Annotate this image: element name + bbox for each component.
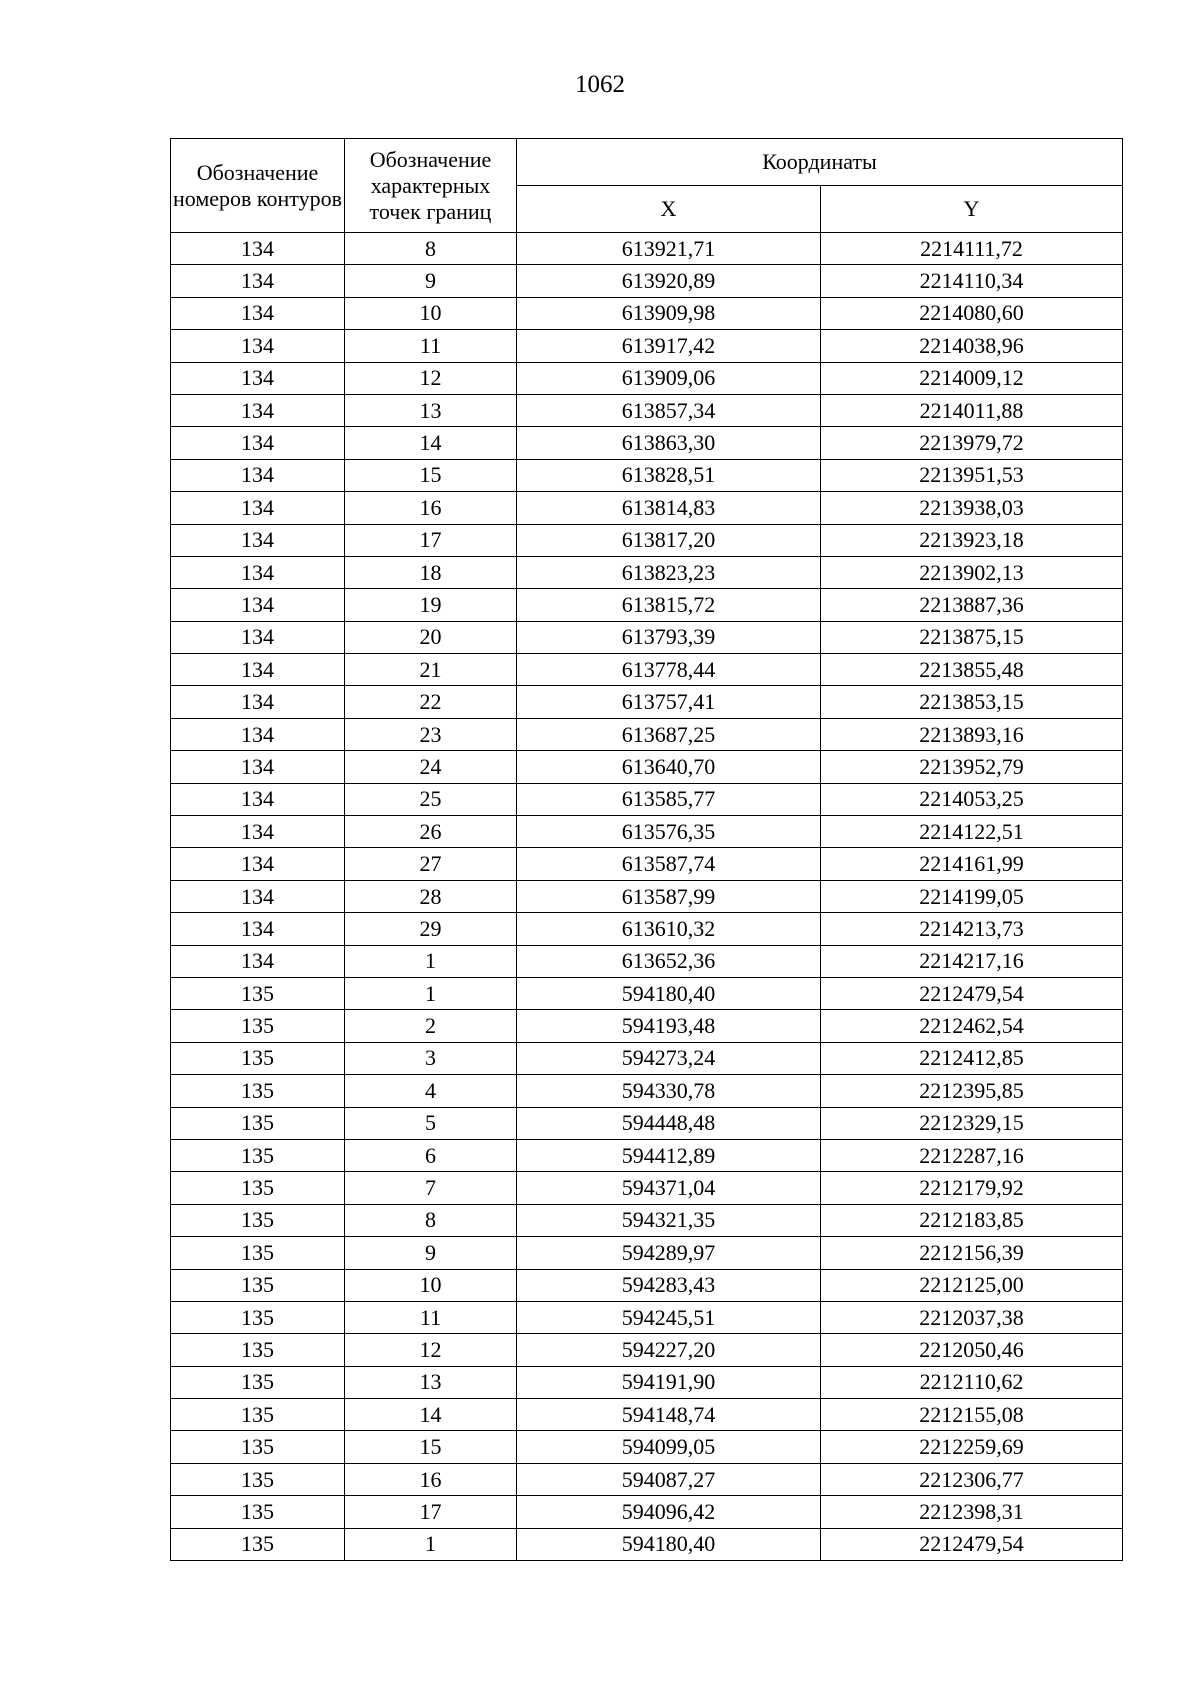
cell-point-number: 17 xyxy=(345,1496,517,1528)
cell-x: 613909,98 xyxy=(517,297,821,329)
header-coordinates: Координаты xyxy=(517,139,1123,186)
cell-contour-number: 134 xyxy=(171,362,345,394)
table-row xyxy=(171,621,1123,653)
cell-y: 2213875,15 xyxy=(821,621,1123,653)
cell-contour-number: 134 xyxy=(171,556,345,588)
cell-contour-number: 135 xyxy=(171,1463,345,1495)
table-row xyxy=(171,913,1123,945)
cell-y: 2214161,99 xyxy=(821,848,1123,880)
cell-y: 2212329,15 xyxy=(821,1107,1123,1139)
cell-x: 613823,23 xyxy=(517,556,821,588)
cell-contour-number: 134 xyxy=(171,394,345,426)
cell-point-number: 14 xyxy=(345,1399,517,1431)
cell-contour-number: 135 xyxy=(171,1431,345,1463)
cell-point-number: 17 xyxy=(345,524,517,556)
cell-contour-number: 134 xyxy=(171,913,345,945)
cell-contour-number: 134 xyxy=(171,783,345,815)
cell-y: 2212125,00 xyxy=(821,1269,1123,1301)
cell-point-number: 6 xyxy=(345,1139,517,1171)
cell-x: 594412,89 xyxy=(517,1139,821,1171)
table-row xyxy=(171,1107,1123,1139)
table-row xyxy=(171,330,1123,362)
cell-contour-number: 134 xyxy=(171,524,345,556)
cell-y: 2213893,16 xyxy=(821,718,1123,750)
cell-y: 2212287,16 xyxy=(821,1139,1123,1171)
cell-point-number: 1 xyxy=(345,1528,517,1560)
cell-x: 594283,43 xyxy=(517,1269,821,1301)
cell-point-number: 25 xyxy=(345,783,517,815)
cell-y: 2214199,05 xyxy=(821,880,1123,912)
cell-x: 613815,72 xyxy=(517,589,821,621)
cell-contour-number: 134 xyxy=(171,880,345,912)
cell-point-number: 19 xyxy=(345,589,517,621)
cell-y: 2213951,53 xyxy=(821,459,1123,491)
cell-x: 613652,36 xyxy=(517,945,821,977)
cell-x: 594096,42 xyxy=(517,1496,821,1528)
cell-contour-number: 135 xyxy=(171,1204,345,1236)
cell-x: 613793,39 xyxy=(517,621,821,653)
table-row xyxy=(171,718,1123,750)
cell-contour-number: 134 xyxy=(171,589,345,621)
cell-point-number: 5 xyxy=(345,1107,517,1139)
cell-contour-number: 135 xyxy=(171,1301,345,1333)
table-row xyxy=(171,427,1123,459)
cell-contour-number: 135 xyxy=(171,1528,345,1560)
cell-point-number: 16 xyxy=(345,492,517,524)
cell-contour-number: 134 xyxy=(171,686,345,718)
cell-y: 2212395,85 xyxy=(821,1075,1123,1107)
cell-point-number: 8 xyxy=(345,1204,517,1236)
cell-y: 2212306,77 xyxy=(821,1463,1123,1495)
cell-y: 2212155,08 xyxy=(821,1399,1123,1431)
cell-point-number: 18 xyxy=(345,556,517,588)
cell-point-number: 4 xyxy=(345,1075,517,1107)
cell-x: 594227,20 xyxy=(517,1334,821,1366)
table-row xyxy=(171,1075,1123,1107)
table-row xyxy=(171,816,1123,848)
cell-x: 594180,40 xyxy=(517,1528,821,1560)
table-row xyxy=(171,880,1123,912)
table-row xyxy=(171,492,1123,524)
table-row xyxy=(171,977,1123,1009)
cell-y: 2214011,88 xyxy=(821,394,1123,426)
cell-contour-number: 134 xyxy=(171,816,345,848)
cell-point-number: 24 xyxy=(345,751,517,783)
cell-x: 613863,30 xyxy=(517,427,821,459)
table-row xyxy=(171,1399,1123,1431)
cell-contour-number: 135 xyxy=(171,1172,345,1204)
cell-point-number: 15 xyxy=(345,459,517,491)
cell-x: 594321,35 xyxy=(517,1204,821,1236)
cell-y: 2214080,60 xyxy=(821,297,1123,329)
cell-x: 594371,04 xyxy=(517,1172,821,1204)
cell-point-number: 28 xyxy=(345,880,517,912)
cell-y: 2212479,54 xyxy=(821,1528,1123,1560)
cell-x: 613909,06 xyxy=(517,362,821,394)
cell-y: 2212037,38 xyxy=(821,1301,1123,1333)
cell-y: 2212156,39 xyxy=(821,1237,1123,1269)
table-row xyxy=(171,654,1123,686)
cell-point-number: 3 xyxy=(345,1042,517,1074)
header-point-number: Обозначение характерных точек границ xyxy=(345,139,517,233)
cell-y: 2213855,48 xyxy=(821,654,1123,686)
cell-y: 2214217,16 xyxy=(821,945,1123,977)
cell-y: 2214122,51 xyxy=(821,816,1123,848)
cell-y: 2213887,36 xyxy=(821,589,1123,621)
cell-point-number: 26 xyxy=(345,816,517,848)
cell-x: 613778,44 xyxy=(517,654,821,686)
cell-y: 2213853,15 xyxy=(821,686,1123,718)
cell-y: 2213938,03 xyxy=(821,492,1123,524)
table-row xyxy=(171,233,1123,265)
table-row xyxy=(171,265,1123,297)
table-row xyxy=(171,524,1123,556)
cell-y: 2212183,85 xyxy=(821,1204,1123,1236)
cell-x: 594448,48 xyxy=(517,1107,821,1139)
cell-y: 2212398,31 xyxy=(821,1496,1123,1528)
cell-x: 594180,40 xyxy=(517,977,821,1009)
cell-point-number: 29 xyxy=(345,913,517,945)
cell-point-number: 15 xyxy=(345,1431,517,1463)
cell-x: 613817,20 xyxy=(517,524,821,556)
table-row xyxy=(171,589,1123,621)
cell-point-number: 21 xyxy=(345,654,517,686)
cell-point-number: 10 xyxy=(345,1269,517,1301)
cell-x: 613576,35 xyxy=(517,816,821,848)
cell-x: 613610,32 xyxy=(517,913,821,945)
cell-point-number: 9 xyxy=(345,1237,517,1269)
cell-contour-number: 135 xyxy=(171,1042,345,1074)
cell-x: 594330,78 xyxy=(517,1075,821,1107)
cell-point-number: 9 xyxy=(345,265,517,297)
cell-point-number: 20 xyxy=(345,621,517,653)
cell-contour-number: 134 xyxy=(171,751,345,783)
cell-x: 613828,51 xyxy=(517,459,821,491)
cell-x: 594289,97 xyxy=(517,1237,821,1269)
cell-contour-number: 135 xyxy=(171,1075,345,1107)
cell-y: 2212259,69 xyxy=(821,1431,1123,1463)
cell-y: 2214038,96 xyxy=(821,330,1123,362)
cell-contour-number: 135 xyxy=(171,1399,345,1431)
table-row xyxy=(171,1301,1123,1333)
cell-contour-number: 134 xyxy=(171,654,345,686)
cell-x: 613687,25 xyxy=(517,718,821,750)
table-row xyxy=(171,556,1123,588)
cell-contour-number: 134 xyxy=(171,330,345,362)
cell-y: 2212412,85 xyxy=(821,1042,1123,1074)
table-row xyxy=(171,297,1123,329)
cell-x: 613814,83 xyxy=(517,492,821,524)
cell-contour-number: 134 xyxy=(171,945,345,977)
cell-x: 594273,24 xyxy=(517,1042,821,1074)
cell-contour-number: 134 xyxy=(171,427,345,459)
cell-x: 613917,42 xyxy=(517,330,821,362)
cell-contour-number: 134 xyxy=(171,718,345,750)
table-row xyxy=(171,1496,1123,1528)
table-row xyxy=(171,459,1123,491)
cell-point-number: 12 xyxy=(345,362,517,394)
cell-contour-number: 135 xyxy=(171,1237,345,1269)
cell-x: 594099,05 xyxy=(517,1431,821,1463)
table-row xyxy=(171,1139,1123,1171)
cell-x: 594191,90 xyxy=(517,1366,821,1398)
coordinates-table xyxy=(170,138,1123,1561)
header-x: X xyxy=(517,186,821,233)
table-row xyxy=(171,945,1123,977)
cell-point-number: 2 xyxy=(345,1010,517,1042)
cell-point-number: 8 xyxy=(345,233,517,265)
cell-point-number: 27 xyxy=(345,848,517,880)
cell-contour-number: 135 xyxy=(171,1010,345,1042)
table-row xyxy=(171,1237,1123,1269)
table-row xyxy=(171,1463,1123,1495)
cell-point-number: 11 xyxy=(345,1301,517,1333)
cell-y: 2214213,73 xyxy=(821,913,1123,945)
cell-y: 2212179,92 xyxy=(821,1172,1123,1204)
cell-x: 594193,48 xyxy=(517,1010,821,1042)
cell-contour-number: 135 xyxy=(171,1269,345,1301)
header-y: Y xyxy=(821,186,1123,233)
cell-point-number: 7 xyxy=(345,1172,517,1204)
cell-x: 594148,74 xyxy=(517,1399,821,1431)
cell-contour-number: 135 xyxy=(171,977,345,1009)
table-row xyxy=(171,1528,1123,1560)
cell-point-number: 23 xyxy=(345,718,517,750)
cell-y: 2212479,54 xyxy=(821,977,1123,1009)
cell-x: 594087,27 xyxy=(517,1463,821,1495)
cell-y: 2212462,54 xyxy=(821,1010,1123,1042)
cell-point-number: 10 xyxy=(345,297,517,329)
cell-point-number: 11 xyxy=(345,330,517,362)
cell-x: 613921,71 xyxy=(517,233,821,265)
cell-x: 613857,34 xyxy=(517,394,821,426)
cell-contour-number: 134 xyxy=(171,621,345,653)
table-row xyxy=(171,1204,1123,1236)
cell-x: 613587,74 xyxy=(517,848,821,880)
cell-contour-number: 134 xyxy=(171,848,345,880)
cell-contour-number: 134 xyxy=(171,459,345,491)
table-row xyxy=(171,1010,1123,1042)
cell-contour-number: 135 xyxy=(171,1139,345,1171)
table-row xyxy=(171,1269,1123,1301)
cell-y: 2212050,46 xyxy=(821,1334,1123,1366)
table-row xyxy=(171,751,1123,783)
cell-x: 613640,70 xyxy=(517,751,821,783)
cell-point-number: 22 xyxy=(345,686,517,718)
cell-contour-number: 135 xyxy=(171,1334,345,1366)
cell-point-number: 14 xyxy=(345,427,517,459)
cell-x: 613757,41 xyxy=(517,686,821,718)
cell-y: 2214053,25 xyxy=(821,783,1123,815)
table-row xyxy=(171,394,1123,426)
table-row xyxy=(171,1431,1123,1463)
cell-point-number: 13 xyxy=(345,394,517,426)
cell-point-number: 13 xyxy=(345,1366,517,1398)
cell-contour-number: 135 xyxy=(171,1366,345,1398)
cell-point-number: 1 xyxy=(345,945,517,977)
cell-y: 2213902,13 xyxy=(821,556,1123,588)
cell-x: 613920,89 xyxy=(517,265,821,297)
cell-y: 2214110,34 xyxy=(821,265,1123,297)
cell-contour-number: 134 xyxy=(171,233,345,265)
cell-y: 2213923,18 xyxy=(821,524,1123,556)
cell-y: 2213979,72 xyxy=(821,427,1123,459)
cell-contour-number: 134 xyxy=(171,265,345,297)
cell-x: 594245,51 xyxy=(517,1301,821,1333)
cell-point-number: 1 xyxy=(345,977,517,1009)
table-row xyxy=(171,1334,1123,1366)
cell-y: 2214009,12 xyxy=(821,362,1123,394)
table-row xyxy=(171,1042,1123,1074)
table-row xyxy=(171,1172,1123,1204)
cell-contour-number: 135 xyxy=(171,1496,345,1528)
table-row xyxy=(171,362,1123,394)
page-number: 1062 xyxy=(575,71,625,98)
cell-y: 2212110,62 xyxy=(821,1366,1123,1398)
table-row xyxy=(171,783,1123,815)
table-header xyxy=(171,139,1123,233)
cell-contour-number: 134 xyxy=(171,297,345,329)
cell-y: 2214111,72 xyxy=(821,233,1123,265)
header-contour-number: Обозначение номеров контуров xyxy=(171,139,345,233)
table-row xyxy=(171,686,1123,718)
cell-x: 613587,99 xyxy=(517,880,821,912)
cell-y: 2213952,79 xyxy=(821,751,1123,783)
cell-x: 613585,77 xyxy=(517,783,821,815)
cell-contour-number: 134 xyxy=(171,492,345,524)
table-body xyxy=(171,233,1123,1561)
cell-point-number: 16 xyxy=(345,1463,517,1495)
cell-contour-number: 135 xyxy=(171,1107,345,1139)
table-row xyxy=(171,1366,1123,1398)
cell-point-number: 12 xyxy=(345,1334,517,1366)
table-row xyxy=(171,848,1123,880)
